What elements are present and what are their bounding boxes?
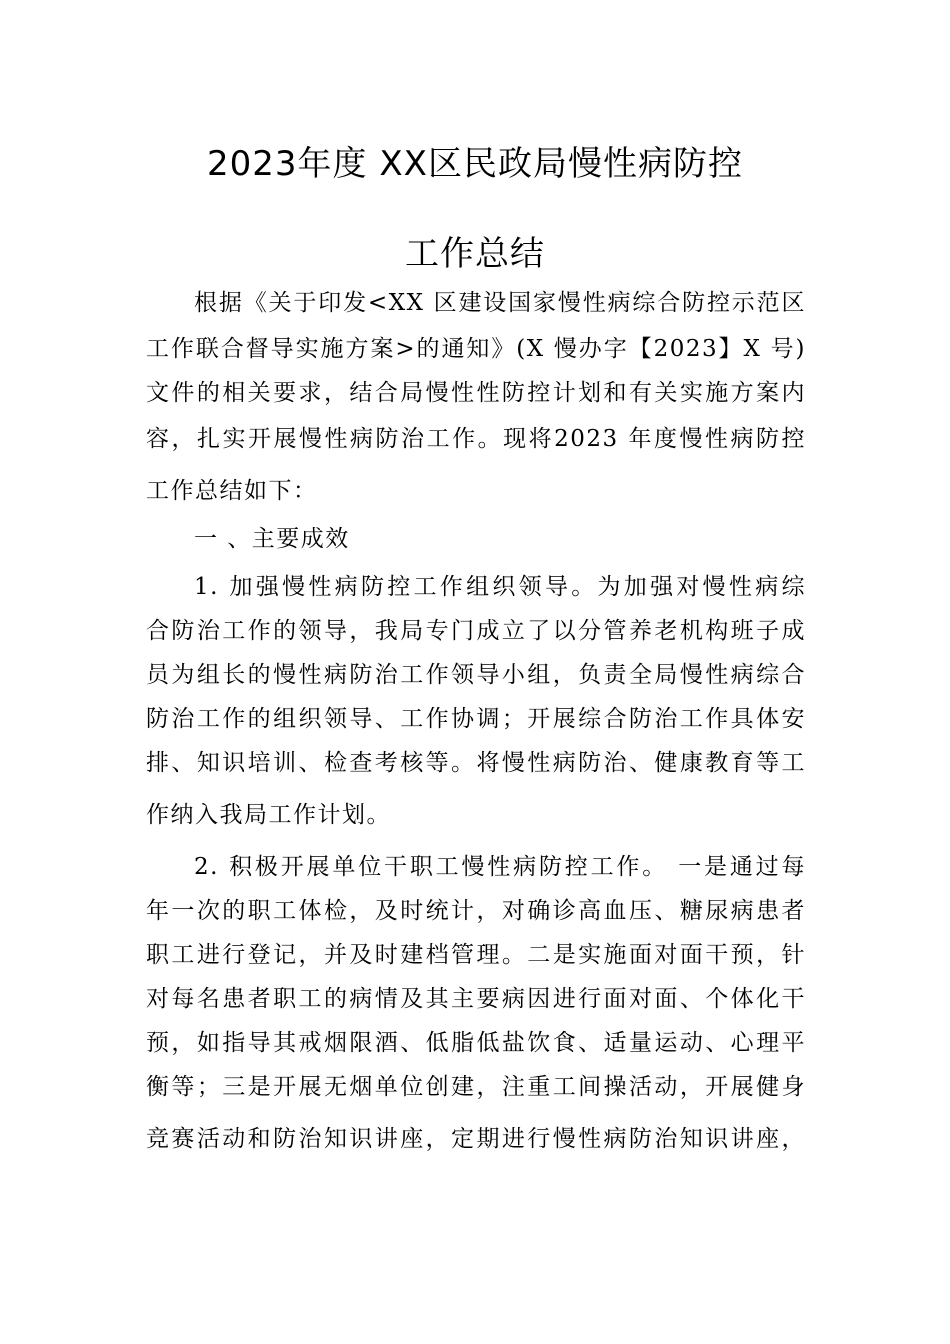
- body-paragraph-line: 竞赛活动和防治知识讲座，定期进行慢性病防治知识讲座，: [146, 1126, 806, 1152]
- body-paragraph-line: 容，扎实开展慢性病防治工作。现将2023 年度慢性病防控: [146, 426, 806, 452]
- section-heading: 一 、主要成效: [194, 526, 350, 552]
- body-paragraph-line: 衡等；三是开展无烟单位创建，注重工间操活动，开展健身: [146, 1074, 806, 1100]
- body-paragraph-line: 防治工作的组织领导、工作协调；开展综合防治工作具体安: [146, 706, 806, 732]
- body-paragraph-line: 1. 加强慢性病防控工作组织领导。为加强对慢性病综: [194, 574, 806, 600]
- body-paragraph-line: 工作总结如下：: [146, 478, 318, 504]
- body-paragraph-line: 合防治工作的领导，我局专门成立了以分管养老机构班子成: [146, 618, 806, 644]
- body-paragraph-line: 工作联合督导实施方案>的通知》(X 慢办字【2023】X 号): [146, 336, 806, 362]
- body-paragraph-line: 2. 积极开展单位干职工慢性病防控工作。 一是通过每: [194, 854, 806, 880]
- document-title-line-1: 2023年度 XX区民政局慢性病防控: [207, 144, 743, 184]
- body-paragraph-line: 预，如指导其戒烟限酒、低脂低盐饮食、适量运动、心理平: [146, 1030, 806, 1056]
- document-title-line-2: 工作总结: [405, 234, 545, 274]
- body-paragraph-line: 年一次的职工体检，及时统计，对确诊高血压、糖尿病患者: [146, 898, 806, 924]
- body-paragraph-line: 员为组长的慢性病防治工作领导小组，负责全局慢性病综合: [146, 662, 806, 688]
- body-paragraph-line: 文件的相关要求，结合局慢性性防控计划和有关实施方案内: [146, 380, 806, 406]
- body-paragraph-line: 职工进行登记，并及时建档管理。二是实施面对面干预，针: [146, 942, 806, 968]
- body-paragraph-line: 排、知识培训、检查考核等。将慢性病防治、健康教育等工: [146, 750, 806, 776]
- body-paragraph-line: 根据《关于印发<XX 区建设国家慢性病综合防控示范区: [194, 290, 806, 316]
- body-paragraph-line: 对每名患者职工的病情及其主要病因进行面对面、个体化干: [146, 986, 806, 1012]
- body-paragraph-line: 作纳入我局工作计划。: [146, 802, 391, 828]
